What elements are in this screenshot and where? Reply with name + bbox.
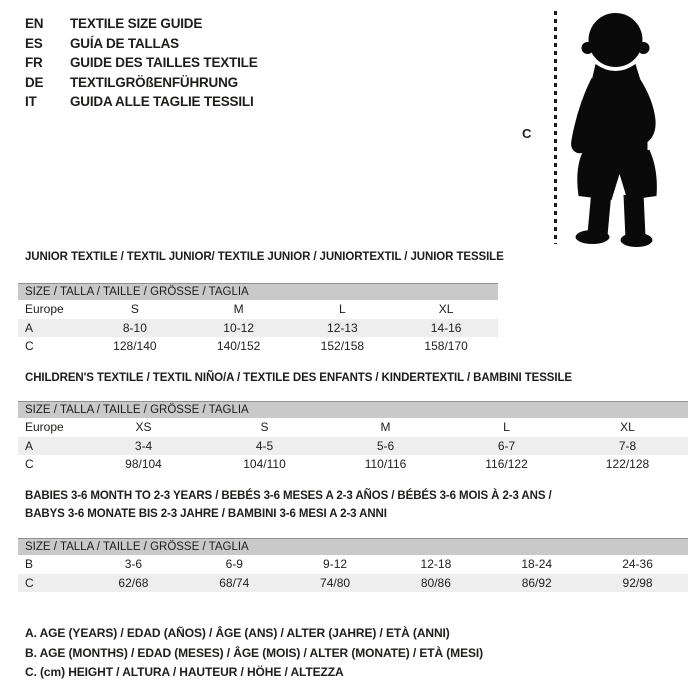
table-size-header: SIZE / TALLA / TAILLE / GRÖSSE / TAGLIA: [18, 401, 688, 418]
table-row: [18, 337, 498, 356]
language-code: IT: [25, 94, 37, 110]
section-title: JUNIOR TEXTILE / TEXTIL JUNIOR/ TEXTILE JUNIOR / JUNIORTEXTIL / JUNIOR TESSILE: [25, 251, 504, 263]
size-cell: 140/152: [216, 339, 261, 354]
language-label: GUIDE DES TAILLES TEXTILE: [70, 55, 258, 71]
size-cell: S: [260, 420, 269, 435]
table-row: [18, 319, 498, 338]
legend-notes: [25, 624, 483, 683]
size-cell: 12-13: [327, 320, 358, 335]
section-title-line2: BABYS 3-6 MONATE BIS 2-3 JAHRE / BAMBINI 3-6 MESI A 2-3 ANNI: [25, 508, 387, 520]
row-label: A: [25, 320, 34, 335]
size-cell: 24-36: [622, 557, 653, 572]
size-cell: 3-6: [124, 557, 143, 572]
size-cell: M: [380, 420, 391, 435]
size-cell: 4-5: [255, 438, 274, 453]
language-row: [25, 73, 258, 93]
size-cell: 6-7: [497, 438, 516, 453]
language-label: GUIDA ALLE TAGLIE TESSILI: [70, 94, 254, 110]
table-row: [18, 300, 498, 319]
note-height-cm: C. (cm) HEIGHT / ALTURA / HAUTEUR / HÖHE / ALTEZZA: [25, 665, 344, 679]
size-cell: 110/116: [364, 457, 407, 472]
size-cell: L: [503, 420, 510, 435]
row-label: C: [25, 339, 34, 354]
size-cell: M: [233, 302, 244, 317]
height-measure-label: C: [522, 126, 532, 141]
size-cell: 116/122: [485, 457, 528, 472]
size-table-junior: [18, 283, 498, 356]
note-age-years: A. AGE (YEARS) / EDAD (AÑOS) / ÂGE (ANS) / ALTER (JAHRE) / ETÀ (ANNI): [25, 626, 450, 640]
size-cell: 74/80: [320, 575, 351, 590]
size-table-children: [18, 401, 688, 474]
section-babies: [18, 487, 688, 592]
table-size-header: SIZE / TALLA / TAILLE / GRÖSSE / TAGLIA: [18, 283, 498, 300]
language-row: [25, 34, 258, 54]
size-cell: 62/68: [118, 575, 149, 590]
language-code: FR: [25, 55, 43, 71]
section-children: [18, 371, 688, 474]
size-cell: 122/128: [605, 457, 650, 472]
section-junior: [18, 250, 504, 356]
size-cell: 18-24: [521, 557, 553, 572]
size-cell: L: [339, 302, 346, 317]
language-list: [25, 14, 258, 112]
table-row: [18, 574, 688, 593]
row-label: Europe: [25, 302, 64, 317]
size-cell: 3-4: [134, 438, 153, 453]
height-measure-line: [554, 11, 557, 244]
row-label: B: [25, 557, 34, 572]
language-code: EN: [25, 16, 44, 32]
language-code: ES: [25, 35, 43, 51]
row-label: A: [25, 438, 34, 453]
baby-silhouette-icon: [561, 8, 671, 248]
table-row: [18, 555, 688, 574]
size-cell: 92/98: [622, 575, 653, 590]
section-title: BABIES 3-6 MONTH TO 2-3 YEARS / BEBÉS 3-6 MESES A 2-3 AÑOS / BÉBÉS 3-6 MOIS À 2-3 ANS /: [25, 490, 552, 502]
size-cell: 10-12: [223, 320, 254, 335]
size-cell: 98/104: [125, 457, 162, 472]
size-cell: S: [130, 302, 139, 317]
size-cell: 12-18: [420, 557, 452, 572]
size-figure: [505, 6, 700, 252]
size-cell: 128/140: [113, 339, 157, 354]
note-age-months: B. AGE (MONTHS) / EDAD (MESES) / ÂGE (MOIS) / ALTER (MONATE) / ETÀ (MESI): [25, 645, 484, 660]
size-table-babies: [18, 538, 688, 592]
size-cell: XS: [135, 420, 152, 435]
size-cell: 14-16: [430, 320, 462, 335]
language-row: [25, 53, 258, 73]
table-row: [18, 437, 688, 456]
size-cell: 6-9: [225, 557, 243, 572]
size-cell: 152/158: [320, 339, 365, 354]
table-row: [18, 455, 688, 474]
row-label: Europe: [25, 420, 64, 435]
language-row: [25, 14, 258, 34]
row-label: C: [25, 457, 34, 472]
row-label: C: [25, 575, 34, 590]
size-cell: 5-6: [376, 438, 395, 453]
section-title: CHILDREN'S TEXTILE / TEXTIL NIÑO/A / TEXTILE DES ENFANTS / KINDERTEXTIL / BAMBINI TESSILE: [25, 372, 572, 384]
table-row: [18, 418, 688, 437]
size-cell: 104/110: [243, 457, 286, 472]
size-cell: 68/74: [219, 575, 250, 590]
language-label: TEXTILGRÖßENFÜHRUNG: [70, 74, 238, 90]
size-cell: 86/92: [521, 575, 552, 590]
size-cell: 7-8: [618, 438, 637, 453]
table-size-header: SIZE / TALLA / TAILLE / GRÖSSE / TAGLIA: [18, 538, 688, 555]
size-cell: 80/86: [420, 575, 451, 590]
size-cell: XL: [620, 420, 635, 435]
language-label: TEXTILE SIZE GUIDE: [70, 16, 203, 32]
language-label: GUÍA DE TALLAS: [70, 35, 179, 51]
size-cell: 9-12: [323, 557, 348, 572]
language-row: [25, 92, 258, 112]
size-cell: XL: [438, 302, 454, 317]
size-cell: 158/170: [424, 339, 468, 354]
size-cell: 8-10: [122, 320, 147, 335]
language-code: DE: [25, 74, 44, 90]
